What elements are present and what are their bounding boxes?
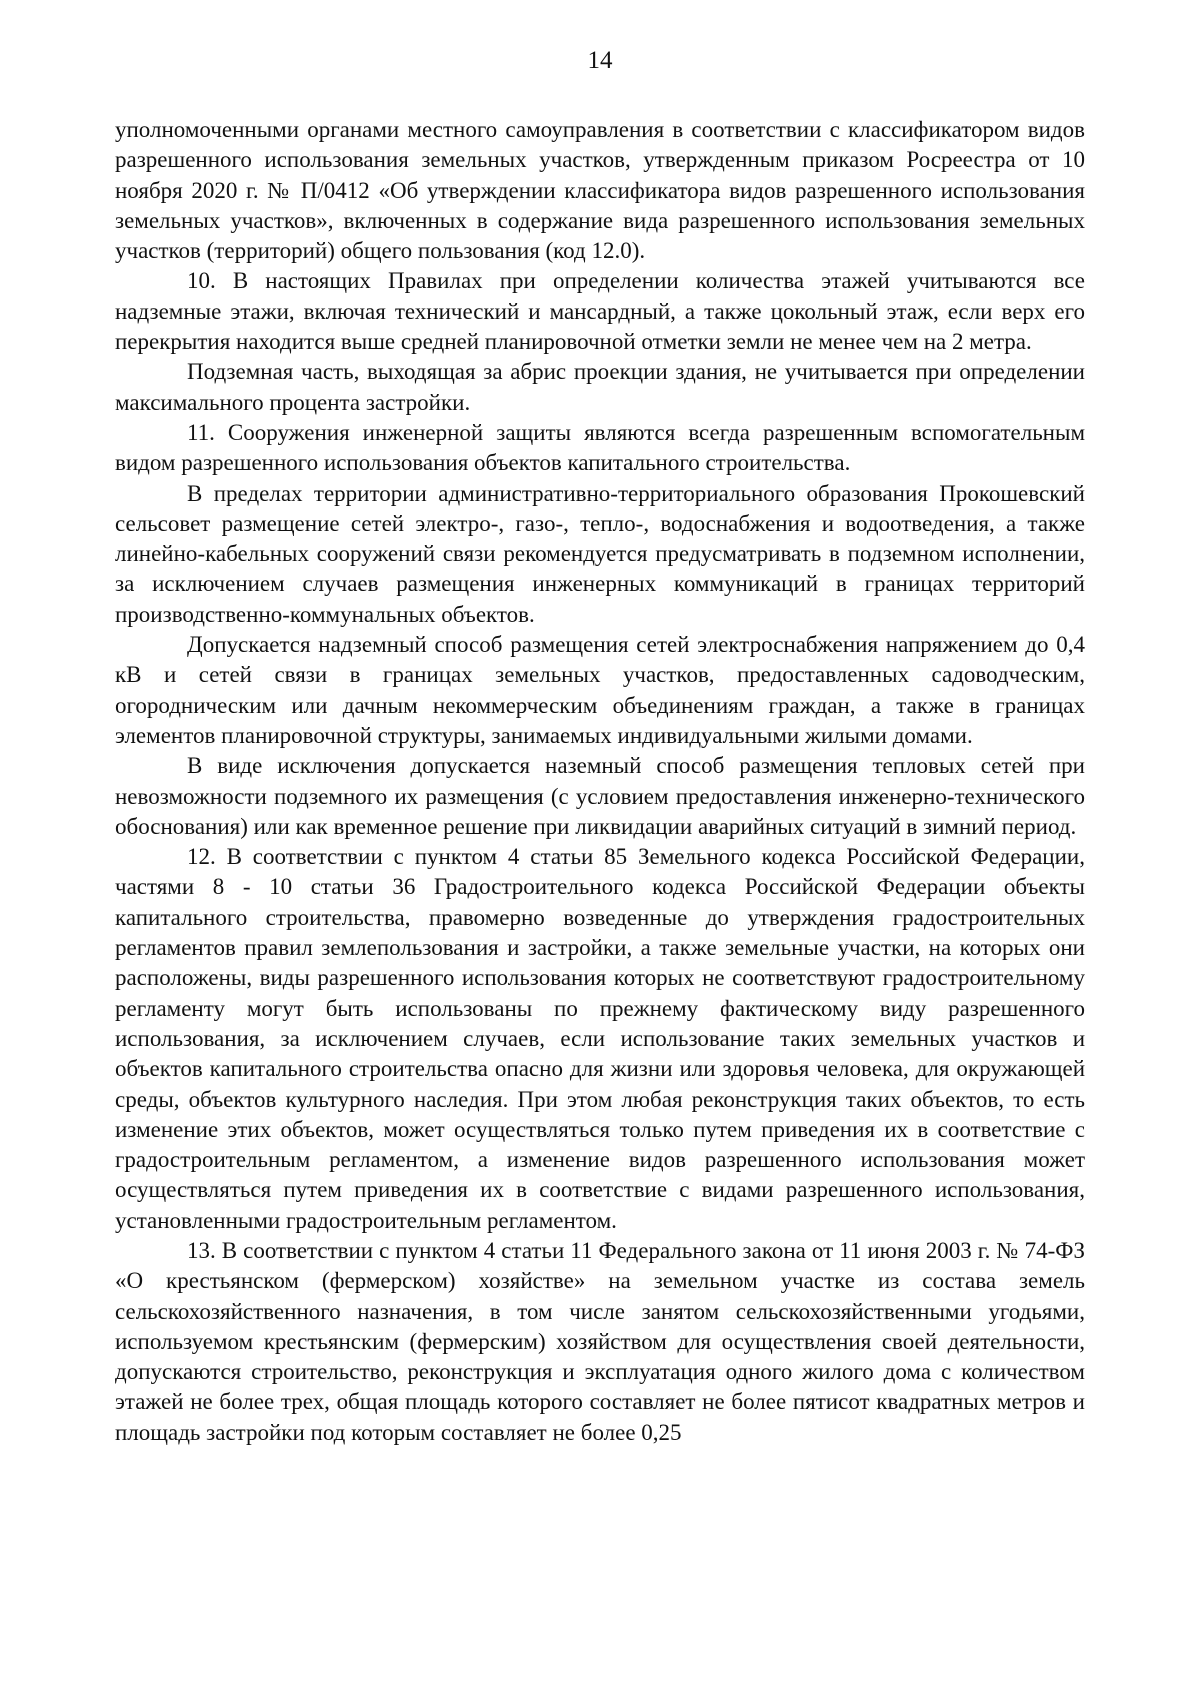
paragraph-underground-part: Подземная часть, выходящая за абрис проекции здания, не учитывается при определении максимального процента застройки. [115,359,1085,415]
paragraph-clause-11: 11. Сооружения инженерной защиты являются всегда разрешенным вспомогательным видом разрешенного использования объектов капитального строительства. [115,419,1085,476]
paragraph-clause-12: 12. В соответствии с пунктом 4 статьи 85 Земельного кодекса Российской Федерации, частями 8 - 10 статьи 36 Градостроительного кодекса Российской Федерации объекты капитального строительства, правомерно возведенные до утверждения градостроительных регламентов правил землепользования и застройки, а также земельные участки, на которых они расположены, виды разрешенного использования которых не соответствуют градостроительному регламенту могут быть использованы по прежнему фактическому виду разрешенного использования, за исключением случаев, если использование таких земельных участков и объектов капитального строительства опасно для жизни или здоровья человека, для окружающей среды, объектов культурного наследия. При этом любая реконструкция таких объектов, то есть изменение этих объектов, может осуществляться только путем приведения их в соответствие с градостроительным регламентом, а изменение видов разрешенного использования может осуществляться путем приведения их в соответствие с видами разрешенного использования, установленными градостроительным регламентом. [115,844,1085,1233]
paragraph-clause-13: 13. В соответствии с пунктом 4 статьи 11 Федерального закона от 11 июня 2003 г. № 74-ФЗ «О крестьянском (фермерском) хозяйстве» на земельном участке из состава земель сельскохозяйственного назначения, в том числе занятом сельскохозяйственными угодьями, используемом крестьянским (фермерским) хозяйством для осуществления своей деятельности, допускаются строительство, реконструкция и эксплуатация одного жилого дома с количеством этажей не более трех, общая площадь которого составляет не более пятисот квадратных метров и площадь застройки под которым составляет не более 0,25 [115,1237,1085,1445]
paragraph-networks-underground: В пределах территории административно-территориального образования Прокошевский сельсовет размещение сетей электро-, газо-, тепло-, водоснабжения и водоотведения, а также линейно-кабельных сооружений связи рекомендуется предусматривать в подземном исполнении, за исключением случаев размещения инженерных коммуникаций в границах территорий производственно-коммунальных объектов. [115,480,1085,627]
paragraph-clause-10: 10. В настоящих Правилах при определении количества этажей учитываются все надземные этажи, включая технический и мансардный, а также цокольный этаж, если верх его перекрытия находится выше средней планировочной отметки земли не менее чем на 2 метра. [115,268,1085,355]
paragraph-overhead-networks: Допускается надземный способ размещения сетей электроснабжения напряжением до 0,4 кВ и сетей связи в границах земельных участков, предоставленных садоводческим, огородническим или дачным некоммерческим объединениям граждан, а также в границах элементов планировочной структуры, занимаемых индивидуальными жилыми домами. [115,632,1085,748]
paragraph-heat-networks: В виде исключения допускается наземный способ размещения тепловых сетей при невозможности подземного их размещения (с условием предоставления инженерно-технического обоснования) или как временное решение при ликвидации аварийных ситуаций в зимний период. [115,753,1085,839]
document-body [115,115,1085,1448]
paragraph-continuation: уполномоченными органами местного самоуправления в соответствии с классификатором видов разрешенного использования земельных участков, утвержденным приказом Росреестра от 10 ноября 2020 г. № П/0412 «Об утверждении классификатора видов разрешенного использования земельных участков», включенных в содержание вида разрешенного использования земельных участков (территорий) общего пользования (код 12.0). [115,117,1085,264]
page-number: 14 [587,47,613,74]
